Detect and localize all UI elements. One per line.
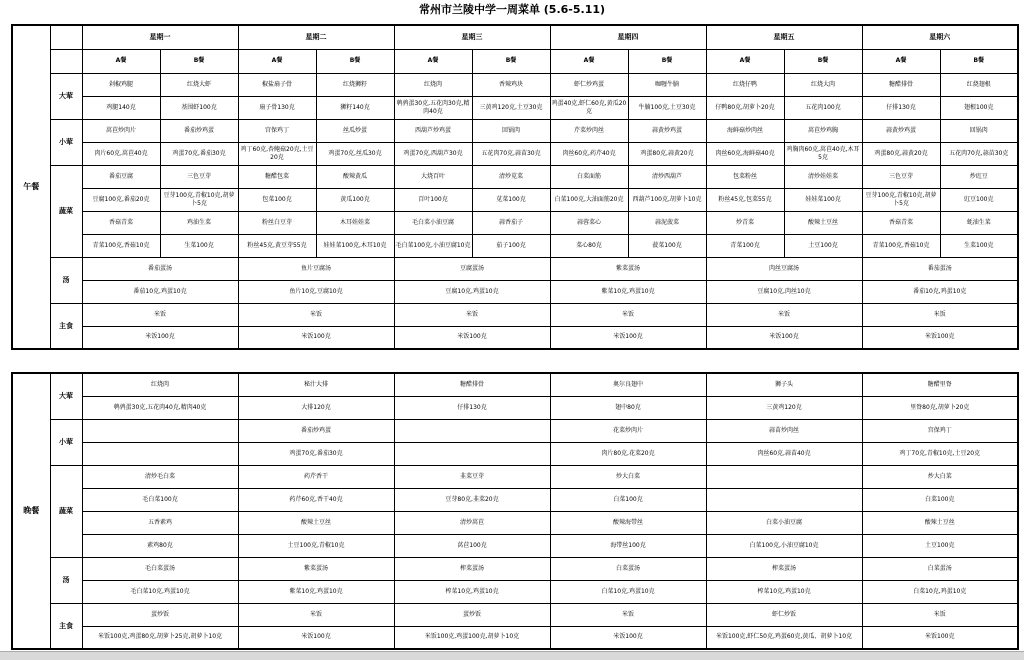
meal-option-row — [12, 49, 1018, 73]
dish-detail: 紫菜10克,鸡蛋10克 — [238, 580, 394, 603]
dish-name: 红烧大虾 — [160, 73, 238, 96]
table-row — [12, 465, 1018, 488]
dish-name: 清炒西葫芦 — [628, 165, 706, 188]
dish-detail: 西葫芦100克,胡萝卜10克 — [628, 188, 706, 211]
dish-detail: 毛白菜100克,小油豆腐10克 — [394, 234, 472, 257]
dish-name: 糖醋里脊 — [862, 373, 1018, 396]
dish-detail: 五花肉70克,蒜苗30克 — [472, 142, 550, 165]
dish-detail: 五花肉100克 — [784, 96, 862, 119]
dish-name: 米饭 — [550, 603, 706, 626]
dish-name: 蒜黄炒鸡蛋 — [628, 119, 706, 142]
dish-name — [706, 465, 862, 488]
dish-detail: 鱼片10克,豆腐10克 — [238, 280, 394, 303]
dish-detail: 鸡蛋80克,蒜黄20克 — [862, 142, 940, 165]
dish-name: 榨菜蛋汤 — [706, 557, 862, 580]
dish-detail: 娃娃菜100克 — [784, 188, 862, 211]
dish-name: 番茄蛋汤 — [862, 257, 1018, 280]
dish-detail: 菜心80克 — [550, 234, 628, 257]
dish-name: 番茄炒鸡蛋 — [238, 419, 394, 442]
dish-name: 米饭 — [394, 303, 550, 326]
dish-name: 奥尔良翅中 — [550, 373, 706, 396]
dish-detail: 仔鸭80克,胡萝卜20克 — [706, 96, 784, 119]
dish-detail: 白菜100克,大油面筋20克 — [550, 188, 628, 211]
dish-name: 清炒莴苣 — [394, 511, 550, 534]
option-header: B餐 — [472, 49, 550, 73]
dish-name: 清炒毛白菜 — [82, 465, 238, 488]
dish-name: 狮子头 — [706, 373, 862, 396]
dish-name: 香辣鸡块 — [472, 73, 550, 96]
option-header: B餐 — [940, 49, 1018, 73]
dish-detail — [706, 488, 862, 511]
dish-name: 清炒苋菜 — [472, 165, 550, 188]
dish-name: 木耳娃娃菜 — [316, 211, 394, 234]
category-label: 主食 — [50, 303, 82, 349]
dish-detail: 土豆100克 — [784, 234, 862, 257]
dish-name: 香菇青菜 — [862, 211, 940, 234]
day-header: 星期一 — [82, 25, 238, 49]
table-row — [12, 303, 1018, 326]
dish-detail: 米饭100克,鸡蛋100克,胡萝卜10克 — [394, 626, 550, 649]
dish-detail: 豇豆100克 — [940, 188, 1018, 211]
dish-name: 芹菜炒肉丝 — [550, 119, 628, 142]
dish-name: 宫保鸡丁 — [862, 419, 1018, 442]
dish-name: 蒜香茄子 — [472, 211, 550, 234]
dish-name: 宫保鸡丁 — [238, 119, 316, 142]
category-label: 汤 — [50, 257, 82, 303]
dish-name: 炒青菜 — [706, 211, 784, 234]
dish-name: 虾仁炒饭 — [706, 603, 862, 626]
dish-detail: 基围虾100克 — [160, 96, 238, 119]
category-label: 大荤 — [50, 373, 82, 419]
dish-name: 酸辣黄瓜 — [316, 165, 394, 188]
option-header: A餐 — [862, 49, 940, 73]
dish-name: 蒜黄炒鸡蛋 — [862, 119, 940, 142]
dish-name: 米饭 — [238, 603, 394, 626]
dish-name: 咖喱牛腩 — [628, 73, 706, 96]
dish-name: 蛋炒饭 — [82, 603, 238, 626]
dish-detail: 菠菜100克 — [628, 234, 706, 257]
dish-name: 糖醋包菜 — [238, 165, 316, 188]
dish-name: 炒大白菜 — [550, 465, 706, 488]
option-header: A餐 — [82, 49, 160, 73]
dish-detail: 豆芽100克,青椒10克,胡萝卜5克 — [160, 188, 238, 211]
dish-detail: 三黄鸡120克 — [706, 396, 862, 419]
dish-detail: 豆腐10克,肉丝10克 — [706, 280, 862, 303]
dish-detail: 海带丝100克 — [550, 534, 706, 557]
dish-name: 红烧肉 — [394, 73, 472, 96]
dish-detail: 白菜10克,鸡蛋10克 — [862, 580, 1018, 603]
dish-detail: 素鸡80克 — [82, 534, 238, 557]
lunch-menu-table — [11, 24, 1019, 350]
option-header: A餐 — [238, 49, 316, 73]
dish-detail: 榨菜10克,鸡蛋10克 — [706, 580, 862, 603]
table-row — [12, 580, 1018, 603]
dish-detail: 鸡胸肉60克,莴苣40克,木耳5克 — [784, 142, 862, 165]
dish-detail: 包菜100克 — [238, 188, 316, 211]
dish-detail: 番茄10克,鸡蛋10克 — [862, 280, 1018, 303]
dish-detail: 青菜100克,香菇10克 — [82, 234, 160, 257]
dish-detail: 苋菜100克 — [472, 188, 550, 211]
table-row — [12, 234, 1018, 257]
dish-name: 蚝油生菜 — [940, 211, 1018, 234]
day-header: 星期三 — [394, 25, 550, 49]
dish-detail: 鹌鹑蛋30克,五花肉40克,精肉40克 — [82, 396, 238, 419]
corner-cell — [50, 49, 82, 73]
dish-detail: 榨菜10克,鸡蛋10克 — [394, 580, 550, 603]
table-row — [12, 419, 1018, 442]
category-label: 小荤 — [50, 119, 82, 165]
dinner-menu-table — [11, 372, 1019, 650]
dish-detail: 米饭100克,虾仁50克,鸡蛋60克,黄瓜、胡萝卜10克 — [706, 626, 862, 649]
dish-detail: 土豆100克 — [862, 534, 1018, 557]
option-header: B餐 — [628, 49, 706, 73]
dish-detail: 翅中80克 — [550, 396, 706, 419]
day-header: 星期六 — [862, 25, 1018, 49]
dish-name: 香菇青菜 — [82, 211, 160, 234]
dish-name: 蒜蓉菜心 — [550, 211, 628, 234]
dish-name — [394, 419, 550, 442]
dish-name: 毛白菜蛋汤 — [82, 557, 238, 580]
dish-detail: 鸡腿140克 — [82, 96, 160, 119]
dish-name: 鸡油生菜 — [160, 211, 238, 234]
dish-name: 米饭 — [862, 603, 1018, 626]
dish-detail: 白菜100克 — [550, 488, 706, 511]
table-row — [12, 488, 1018, 511]
dish-detail: 豆腐10克,鸡蛋10克 — [394, 280, 550, 303]
dish-name: 肉丝豆腐汤 — [706, 257, 862, 280]
dish-name: 红烧狮籽 — [316, 73, 394, 96]
dish-detail: 米饭100克 — [550, 326, 706, 349]
dish-detail: 米饭100克 — [238, 626, 394, 649]
dish-detail: 黄瓜100克 — [316, 188, 394, 211]
dish-name: 米饭 — [706, 303, 862, 326]
table-row — [12, 96, 1018, 119]
option-header: A餐 — [706, 49, 784, 73]
dish-name: 五香素鸡 — [82, 511, 238, 534]
dish-name: 红烧翅根 — [940, 73, 1018, 96]
dish-detail: 鸡蛋70克,西葫芦30克 — [394, 142, 472, 165]
table-row — [12, 511, 1018, 534]
dish-name: 回锅肉 — [940, 119, 1018, 142]
dish-name: 药芹香干 — [238, 465, 394, 488]
dish-detail: 毛白菜10克,鸡蛋10克 — [82, 580, 238, 603]
dish-name: 秘汁大排 — [238, 373, 394, 396]
dish-name: 酸辣土豆丝 — [784, 211, 862, 234]
dish-name: 莴苣炒鸡胸 — [784, 119, 862, 142]
dish-detail: 白菜100克,小油豆腐10克 — [706, 534, 862, 557]
dish-detail: 翅根100克 — [940, 96, 1018, 119]
category-label: 大荤 — [50, 73, 82, 119]
dish-name: 大烧百叶 — [394, 165, 472, 188]
table-row — [12, 257, 1018, 280]
meal-label-dinner: 晚餐 — [12, 373, 50, 649]
category-label: 小荤 — [50, 419, 82, 465]
table-row — [12, 280, 1018, 303]
dish-detail: 米饭100克,鸡蛋80克,胡萝卜25克,胡萝卜10克 — [82, 626, 238, 649]
dish-name: 红烧大肉 — [784, 73, 862, 96]
dish-name: 米饭 — [862, 303, 1018, 326]
dish-name: 虾仁炒鸡蛋 — [550, 73, 628, 96]
dish-name: 蒜苗炒肉丝 — [706, 419, 862, 442]
dish-detail: 粉丝45克,黄豆芽55克 — [238, 234, 316, 257]
page-title: 常州市兰陵中学一周菜单 (5.6-5.11) — [418, 3, 606, 16]
dish-name: 椒盐扇子骨 — [238, 73, 316, 96]
dish-detail: 茄子100克 — [472, 234, 550, 257]
table-row — [12, 73, 1018, 96]
table-row — [12, 119, 1018, 142]
dish-detail: 青菜100克,香菇10克 — [862, 234, 940, 257]
dish-detail: 肉丝60克,海鲜菇40克 — [706, 142, 784, 165]
dish-detail — [394, 442, 550, 465]
dish-detail: 肉片60克,莴苣40克 — [82, 142, 160, 165]
table-row — [12, 373, 1018, 396]
option-header: B餐 — [316, 49, 394, 73]
dish-detail: 五花肉70克,蒜苗30克 — [940, 142, 1018, 165]
dish-name: 三色豆芽 — [160, 165, 238, 188]
dish-detail: 米饭100克 — [862, 326, 1018, 349]
dish-detail: 百叶100克 — [394, 188, 472, 211]
day-header-row — [12, 25, 1018, 49]
dish-detail: 鸡蛋70克,丝瓜30克 — [316, 142, 394, 165]
dish-detail: 米饭100克 — [238, 326, 394, 349]
dish-detail: 里脊80克,胡萝卜20克 — [862, 396, 1018, 419]
dish-name: 白菜小油豆腐 — [706, 511, 862, 534]
dish-name: 酸辣土豆丝 — [238, 511, 394, 534]
dish-detail: 鸡蛋70克,番茄30克 — [238, 442, 394, 465]
dish-name: 酸辣土豆丝 — [862, 511, 1018, 534]
option-header: A餐 — [394, 49, 472, 73]
dish-name: 清炒娃娃菜 — [784, 165, 862, 188]
dish-detail: 肉片80克,花菜20克 — [550, 442, 706, 465]
table-row — [12, 142, 1018, 165]
dish-detail: 牛腩100克,土豆30克 — [628, 96, 706, 119]
dish-name: 米饭 — [550, 303, 706, 326]
dish-detail: 紫菜10克,鸡蛋10克 — [550, 280, 706, 303]
dish-detail: 米饭100克 — [862, 626, 1018, 649]
dish-detail: 毛白菜100克 — [82, 488, 238, 511]
dish-name: 三色豆芽 — [862, 165, 940, 188]
dish-name: 米饭 — [238, 303, 394, 326]
dish-name: 糖醋排骨 — [862, 73, 940, 96]
dish-name: 番茄炒鸡蛋 — [160, 119, 238, 142]
dish-detail: 生菜100克 — [160, 234, 238, 257]
table-row — [12, 626, 1018, 649]
dish-detail: 米饭100克 — [706, 326, 862, 349]
dish-detail: 米饭100克 — [550, 626, 706, 649]
dish-name: 毛白菜小油豆腐 — [394, 211, 472, 234]
dish-name: 剁椒鸡腿 — [82, 73, 160, 96]
dish-detail: 豆芽80克,韭菜20克 — [394, 488, 550, 511]
dish-detail: 白菜100克 — [862, 488, 1018, 511]
dish-detail: 扇子骨130克 — [238, 96, 316, 119]
meal-label-lunch: 午餐 — [12, 25, 50, 349]
dish-detail: 豆芽100克,青椒10克,胡萝卜5克 — [862, 188, 940, 211]
category-label: 蔬菜 — [50, 165, 82, 257]
option-header: B餐 — [784, 49, 862, 73]
dish-detail: 狮籽140克 — [316, 96, 394, 119]
dish-name — [82, 419, 238, 442]
dish-name: 西葫芦炒鸡蛋 — [394, 119, 472, 142]
table-row — [12, 603, 1018, 626]
dish-detail: 鹌鹑蛋30克,五花肉30克,精肉40克 — [394, 96, 472, 119]
dish-detail: 白菜10克,鸡蛋10克 — [550, 580, 706, 603]
category-label: 蔬菜 — [50, 465, 82, 557]
dish-name: 豆腐蛋汤 — [394, 257, 550, 280]
dish-name: 炒大白菜 — [862, 465, 1018, 488]
category-label: 主食 — [50, 603, 82, 649]
day-header: 星期五 — [706, 25, 862, 49]
dish-detail: 土豆100克,青椒10克 — [238, 534, 394, 557]
table-row — [12, 396, 1018, 419]
table-row — [12, 557, 1018, 580]
dish-name: 米饭 — [82, 303, 238, 326]
dish-detail: 药芹60克,香干40克 — [238, 488, 394, 511]
dish-detail: 娃娃菜100克,木耳10克 — [316, 234, 394, 257]
dish-name: 紫菜蛋汤 — [550, 257, 706, 280]
dish-detail: 莴苣100克 — [394, 534, 550, 557]
corner-cell — [50, 25, 82, 49]
dish-name: 酸辣海带丝 — [550, 511, 706, 534]
dish-detail: 米饭100克 — [394, 326, 550, 349]
dish-detail: 肉丝60克,药芹40克 — [550, 142, 628, 165]
dish-detail: 大排120克 — [238, 396, 394, 419]
day-header: 星期二 — [238, 25, 394, 49]
dish-name: 榨菜蛋汤 — [394, 557, 550, 580]
option-header: A餐 — [550, 49, 628, 73]
dish-name: 蛋炒饭 — [394, 603, 550, 626]
dish-detail: 肉丝60克,蒜苗40克 — [706, 442, 862, 465]
table-row — [12, 442, 1018, 465]
table-row — [12, 188, 1018, 211]
dish-name: 韭菜豆芽 — [394, 465, 550, 488]
dish-name: 糖醋排骨 — [394, 373, 550, 396]
dish-name: 莴苣炒肉片 — [82, 119, 160, 142]
day-header: 星期四 — [550, 25, 706, 49]
dish-name: 蒜泥菠菜 — [628, 211, 706, 234]
dish-detail: 鸡丁70克,青椒10克,土豆20克 — [862, 442, 1018, 465]
dish-name: 红烧肉 — [82, 373, 238, 396]
dish-detail: 仔排130克 — [862, 96, 940, 119]
dish-name: 番茄豆腐 — [82, 165, 160, 188]
category-label: 汤 — [50, 557, 82, 603]
dish-detail: 豆腐100克,番茄20克 — [82, 188, 160, 211]
dish-name: 白菜蛋汤 — [862, 557, 1018, 580]
table-row — [12, 326, 1018, 349]
dish-detail: 鸡蛋70克,番茄30克 — [160, 142, 238, 165]
dish-name: 花菜炒肉片 — [550, 419, 706, 442]
dish-name: 炒豇豆 — [940, 165, 1018, 188]
dish-detail: 米饭100克 — [82, 326, 238, 349]
option-header: B餐 — [160, 49, 238, 73]
dish-detail: 三黄鸡120克,土豆30克 — [472, 96, 550, 119]
table-row — [12, 211, 1018, 234]
dish-detail: 青菜100克 — [706, 234, 784, 257]
dish-name: 紫菜蛋汤 — [238, 557, 394, 580]
dish-detail: 番茄10克,鸡蛋10克 — [82, 280, 238, 303]
table-row — [12, 165, 1018, 188]
dish-name: 白菜蛋汤 — [550, 557, 706, 580]
dish-name: 回锅肉 — [472, 119, 550, 142]
dish-name: 海鲜菇炒肉丝 — [706, 119, 784, 142]
table-row — [12, 534, 1018, 557]
dish-name: 包菜粉丝 — [706, 165, 784, 188]
dish-name: 粉丝白豆芽 — [238, 211, 316, 234]
dish-name: 番茄蛋汤 — [82, 257, 238, 280]
dish-detail — [82, 442, 238, 465]
dish-name: 丝瓜炒蛋 — [316, 119, 394, 142]
dish-name: 白菜面筋 — [550, 165, 628, 188]
dish-detail: 粉丝45克,包菜55克 — [706, 188, 784, 211]
dish-detail: 鸡蛋80克,蒜黄20克 — [628, 142, 706, 165]
dish-name: 鱼片豆腐汤 — [238, 257, 394, 280]
dish-detail: 鸡丁60克,杏鲍菇20克,土豆20克 — [238, 142, 316, 165]
dish-detail: 鸡蛋40克,虾仁60克,黄瓜20克 — [550, 96, 628, 119]
dish-name: 红烧仔鸭 — [706, 73, 784, 96]
dish-detail: 仔排130克 — [394, 396, 550, 419]
dish-detail: 生菜100克 — [940, 234, 1018, 257]
